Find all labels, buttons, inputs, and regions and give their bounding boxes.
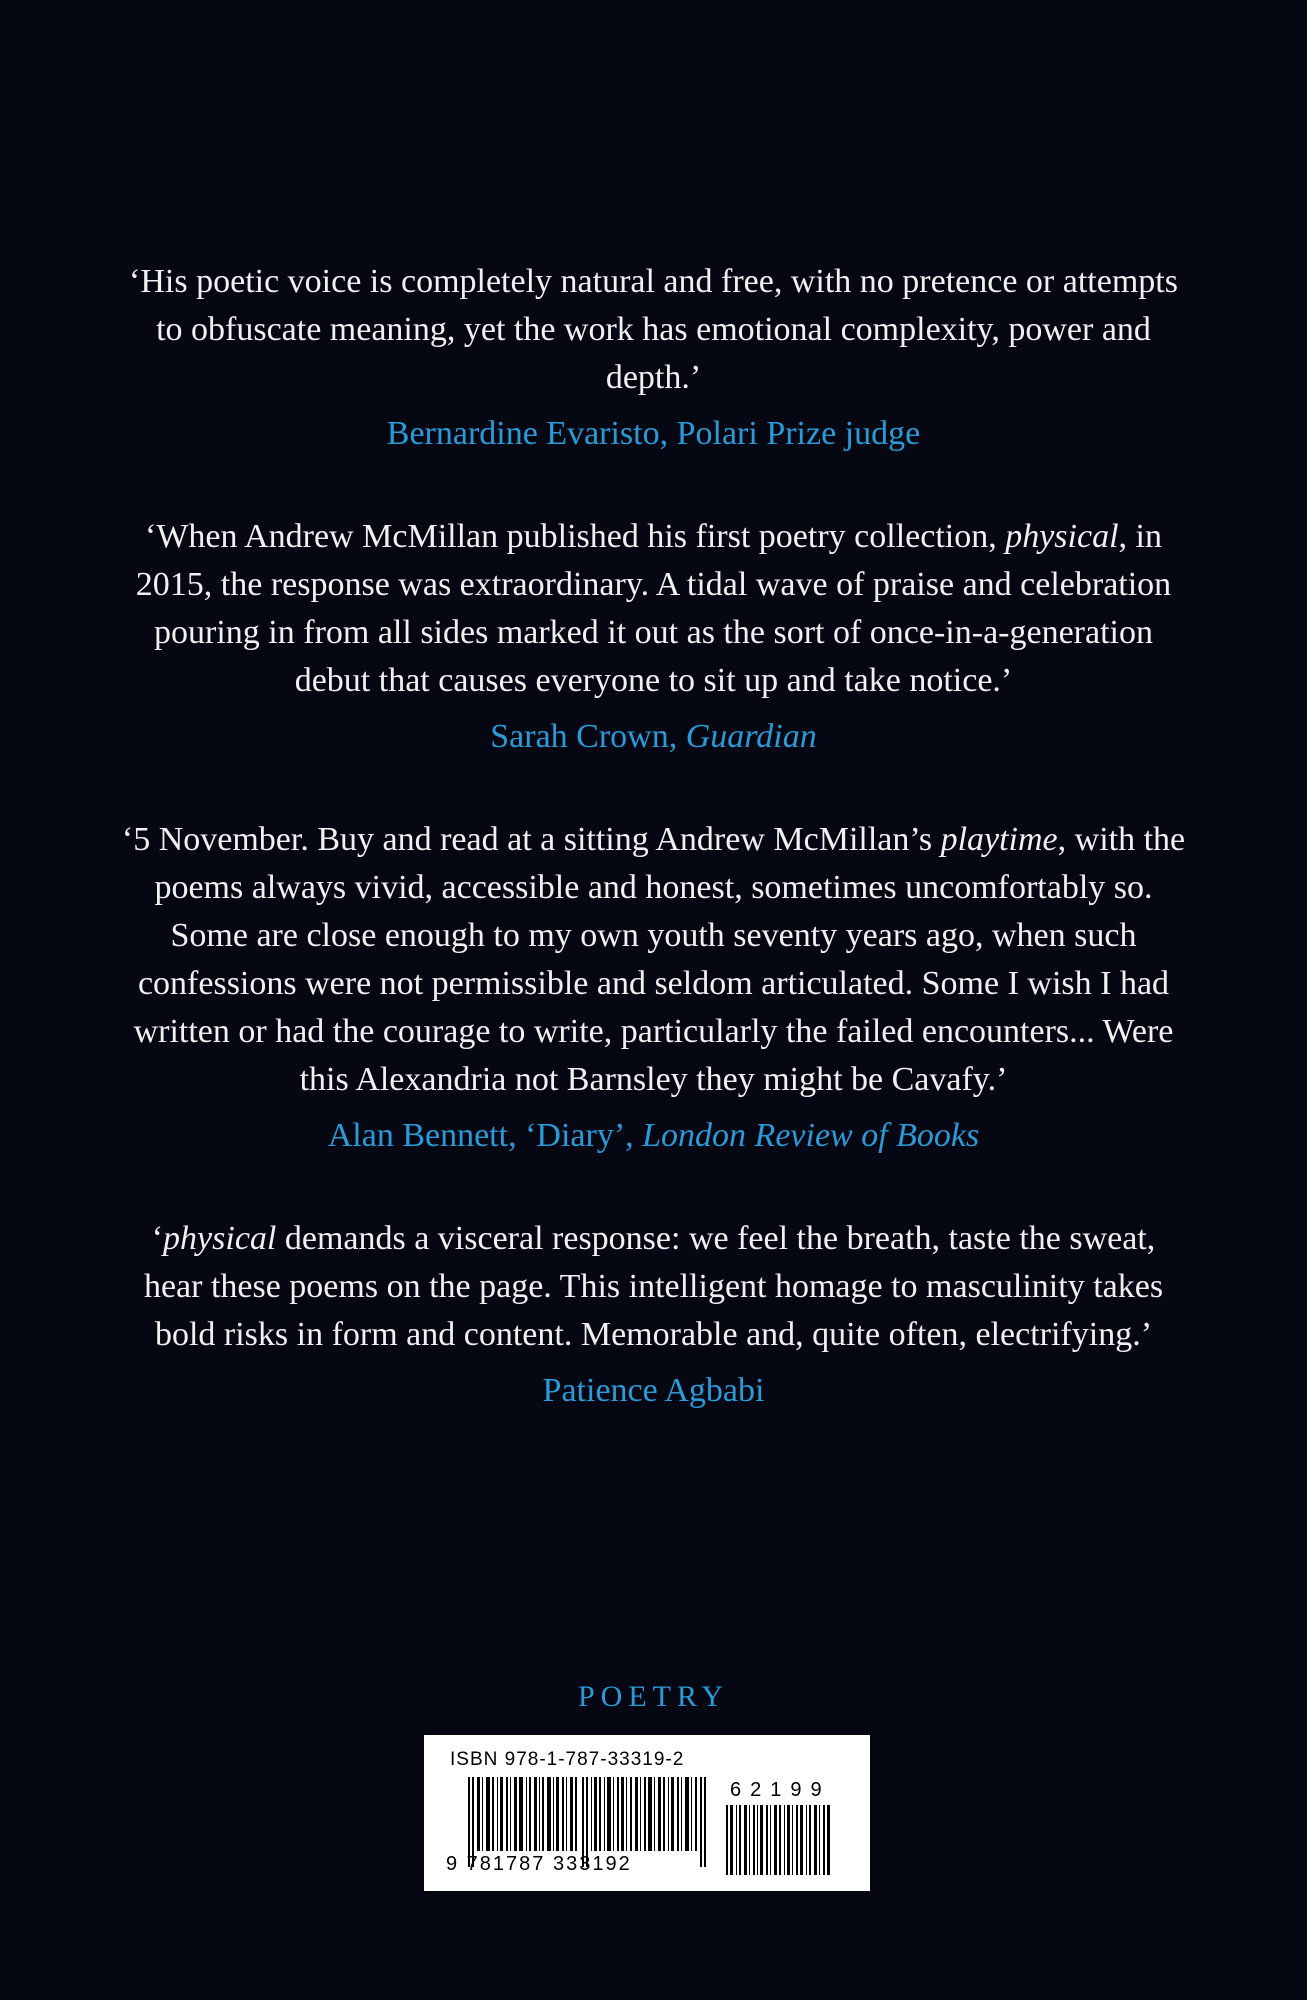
genre-label: POETRY	[577, 1680, 730, 1713]
endorsement-agbabi	[120, 1215, 1187, 1415]
isbn-barcode	[424, 1735, 870, 1891]
quote-text: ‘physical demands a visceral response: we feel the breath, taste the sweat, hear these poems on the page. This intelligent homage to masculinity takes bold risks in form and content. Memorable and, quite often, electrifying.’	[143, 1220, 1164, 1353]
publication-name: London Review of Books	[642, 1117, 980, 1154]
publication-name: Guardian	[685, 718, 817, 755]
endorsements	[120, 258, 1187, 1470]
isbn-number: ISBN 978-1-787-33319-2	[450, 1749, 685, 1770]
quote-text: ‘When Andrew McMillan published his first poetry collection, physical, in 2015, the response was extraordinary. A tidal wave of praise and celebration pouring in from all sides marked it out as the sort of once-in-a-generation debut that causes everyone to sit up and take notice.’	[135, 518, 1172, 699]
endorsement-bennett	[120, 816, 1187, 1160]
endorsement-crown	[120, 513, 1187, 761]
quote-text: ‘His poetic voice is completely natural and free, with no pretence or attempts to obfuscate meaning, yet the work has emotional complexity, power and depth.’	[129, 263, 1178, 396]
barcode-addon-bars-icon	[726, 1805, 832, 1875]
quote-attribution: Bernardine Evaristo, Polari Prize judge	[386, 415, 921, 452]
book-title-playtime: playtime	[940, 821, 1058, 858]
quote-attribution: Sarah Crown, Guardian	[490, 718, 817, 755]
book-title-physical: physical	[163, 1220, 277, 1257]
quote-attribution: Alan Bennett, ‘Diary’, London Review of Books	[327, 1117, 980, 1154]
barcode-digits: 9 781787 333192	[446, 1853, 632, 1875]
endorsement-evaristo	[120, 258, 1187, 458]
book-title-physical: physical	[1005, 518, 1119, 555]
quote-attribution: Patience Agbabi	[542, 1372, 765, 1409]
quote-text: ‘5 November. Buy and read at a sitting Andrew McMillan’s playtime, with the poems always vivid, accessible and honest, sometimes uncomfortably so. Some are close enough to my own youth seventy years ago, when such confessions were not permissible and seldom articulated. Some I wish I had written or had the courage to write, particularly the failed encounters... Were this Alexandria not Barnsley they might be Cavafy.’	[121, 821, 1186, 1098]
barcode-addon-digits: 62199	[730, 1779, 831, 1801]
